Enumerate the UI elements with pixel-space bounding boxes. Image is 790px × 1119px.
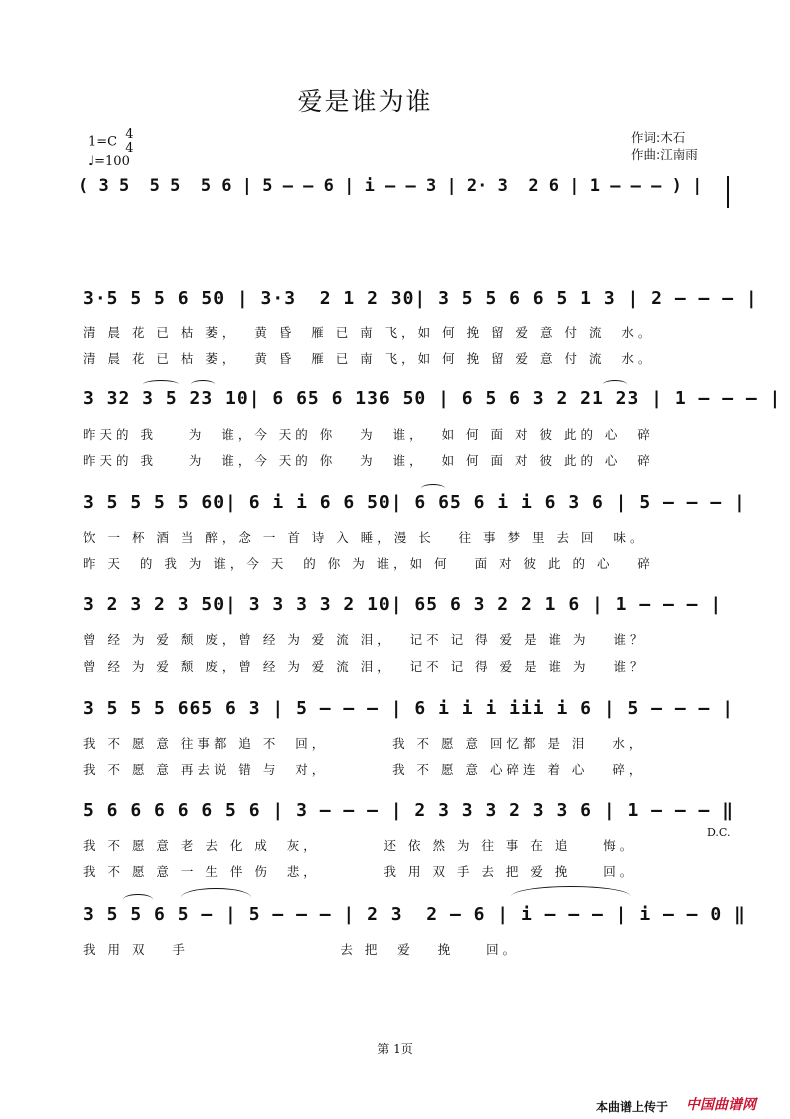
- lyric-line: 曾 经 为 爱 颓 废，曾 经 为 爱 流 泪， 记不 记 得 爱 是 谁 为 谁？: [83, 659, 647, 674]
- lyric-line: 昨 天 的 我 为 谁，今 天 的 你 为 谁，如 何 面 对 彼 此 的 心 碎: [83, 556, 654, 571]
- staff-notes: 3 2 3 2 3 50| 3 3 3 3 2 10| 65 6 3 2 2 1 6 | 1 — — — |: [83, 594, 723, 615]
- lyric-line: 我 不 愿 意 再去说 错 与 对， 我 不 愿 意 心碎连 着 心 碎，: [83, 762, 646, 777]
- tempo-value: =100: [94, 154, 130, 169]
- lyric-line: 清 晨 花 已 枯 萎， 黄 昏 雁 已 南 飞，如 何 挽 留 爱 意 付 流 水。: [83, 351, 655, 366]
- lyricist-credit: 作词:木石: [631, 130, 686, 145]
- staff-5: [83, 694, 733, 726]
- staff-7: [83, 900, 746, 932]
- lyric-line: 饮 一 杯 酒 当 醉，念 一 首 诗 入 睡，漫 长 往 事 梦 里 去 回 味。: [83, 530, 647, 545]
- lyric-line: 我 不 愿 意 一 生 伴 伤 悲， 我 用 双 手 去 把 爱 挽 回。: [83, 864, 637, 879]
- tie-mark: [181, 888, 251, 907]
- slur-mark: [603, 380, 627, 389]
- slur-mark: [421, 484, 445, 493]
- lyric-line: 清 晨 花 已 枯 萎， 黄 昏 雁 已 南 飞，如 何 挽 留 爱 意 付 流 水。: [83, 325, 655, 340]
- song-title: 爱是谁为谁: [297, 87, 433, 116]
- staff-3: [83, 488, 746, 520]
- intro-staff: ( 3 5 5 5 5 6 | 5 — — 6 | i — — 3 | 2· 3 2 6 | 1 — — — ) |: [78, 176, 703, 196]
- slur-mark: [143, 380, 179, 389]
- upload-notice: 本曲谱上传于: [596, 1100, 669, 1114]
- staff-notes: 3 5 5 5 5 60| 6 i i 6 6 50| 6 65 6 i i 6 3 6 | 5 — — — |: [83, 492, 746, 513]
- slur-mark: [191, 380, 215, 389]
- key-label: 1=C: [88, 134, 118, 150]
- lyric-line: 昨天的 我 为 谁，今 天的 你 为 谁， 如 何 面 对 彼 此的 心 碎: [83, 453, 654, 468]
- tempo-marking: [88, 154, 130, 169]
- lyric-line: 我 用 双 手 去 把 爱 挽 回。: [83, 942, 520, 957]
- tie-mark: [511, 886, 631, 907]
- time-signature-top: 4: [125, 127, 134, 142]
- lyric-line: 我 不 愿 意 老 去 化 成 灰， 还 依 然 为 往 事 在 追 悔。: [83, 838, 637, 853]
- lyric-line: 我 不 愿 意 往事都 追 不 回， 我 不 愿 意 回忆都 是 泪 水，: [83, 736, 646, 751]
- staff-4: [83, 590, 733, 622]
- site-logo[interactable]: 中国曲谱网: [686, 1097, 756, 1113]
- lyric-line: 曾 经 为 爱 颓 废，曾 经 为 爱 流 泪， 记不 记 得 爱 是 谁 为 谁？: [83, 632, 647, 647]
- time-signature-bottom: 4: [125, 141, 134, 156]
- slur-mark: [123, 894, 153, 905]
- staff-notes: 3 5 5 6 5 — | 5 — — — | 2 3 2 — 6 | i — — — | i — — 0 ‖: [83, 904, 746, 925]
- lyric-line: 昨天的 我 为 谁，今 天的 你 为 谁， 如 何 面 对 彼 此的 心 碎: [83, 427, 654, 442]
- da-capo-mark: D.C.: [707, 826, 731, 839]
- staff-1: [83, 284, 758, 316]
- time-signature: [125, 128, 133, 156]
- quarter-note-icon: ♩: [88, 154, 95, 169]
- page-number: 第 1页: [377, 1042, 413, 1056]
- key-signature: [88, 128, 134, 156]
- staff-2: [83, 384, 782, 416]
- staff-notes: 3 32 3 5 23 10| 6 65 6 136 50 | 6 5 6 3 2 21 23 | 1 — — — |: [83, 388, 782, 409]
- staff-notes: 3 5 5 5 665 6 3 | 5 — — — | 6 i i i iii i 6 | 5 — — — |: [83, 698, 735, 719]
- intro-end-barline: [727, 176, 729, 208]
- composer-credit: 作曲:江南雨: [631, 147, 698, 162]
- staff-notes: 5 6 6 6 6 6 5 6 | 3 — — — | 2 3 3 3 2 3 3 6 | 1 — — — ‖: [83, 800, 735, 821]
- staff-6: [83, 796, 733, 828]
- staff-notes: 3·5 5 5 6 50 | 3·3 2 1 2 30| 3 5 5 6 6 5 1 3 | 2 — — — |: [83, 288, 758, 309]
